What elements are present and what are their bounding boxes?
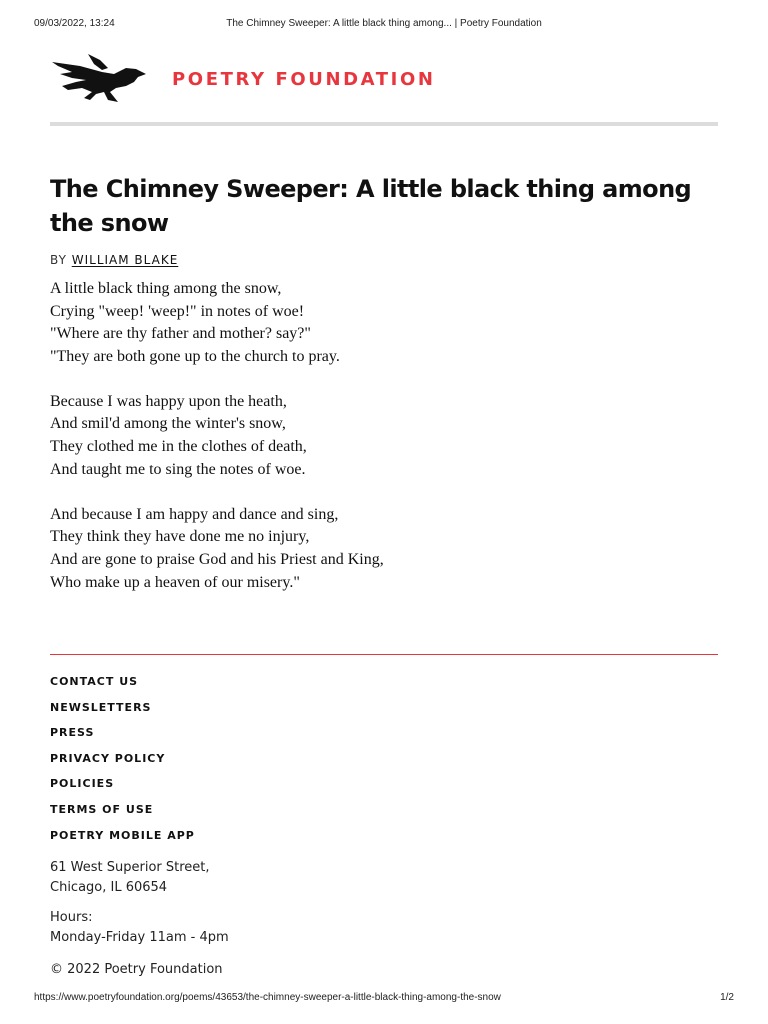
footer-link-privacy-policy[interactable]: PRIVACY POLICY bbox=[50, 751, 166, 765]
address-line: 61 West Superior Street, bbox=[50, 860, 210, 875]
footer-divider bbox=[50, 654, 718, 655]
print-header bbox=[34, 18, 734, 32]
hours-label: Hours: bbox=[50, 910, 93, 925]
stanza bbox=[50, 391, 710, 481]
footer-link-policies[interactable]: POLICIES bbox=[50, 777, 115, 791]
print-datetime: 09/03/2022, 13:24 bbox=[34, 18, 115, 29]
header-divider bbox=[50, 122, 718, 126]
poem-line: And are gone to praise God and his Priest and King, bbox=[50, 550, 384, 568]
print-doc-title: The Chimney Sweeper: A little black thing among... | Poetry Foundation bbox=[226, 18, 542, 29]
by-label: BY bbox=[50, 253, 67, 267]
footer-link-newsletters[interactable]: NEWSLETTERS bbox=[50, 700, 152, 714]
pegasus-icon[interactable] bbox=[50, 52, 148, 108]
poem-line: "Where are thy father and mother? say?" bbox=[50, 325, 311, 343]
poem-line: They think they have done me no injury, bbox=[50, 528, 310, 546]
print-page-number: 1/2 bbox=[720, 992, 734, 1003]
poem-line: They clothed me in the clothes of death, bbox=[50, 438, 307, 456]
hours bbox=[50, 908, 229, 948]
poem-line: "They are both gone up to the church to pray. bbox=[50, 347, 340, 365]
author-link[interactable]: WILLIAM BLAKE bbox=[71, 253, 179, 267]
poem-title: The Chimney Sweeper: A little black thing among the snow bbox=[50, 175, 692, 237]
footer-nav bbox=[50, 672, 195, 851]
poem-line: Crying "weep! 'weep!" in notes of woe! bbox=[50, 302, 305, 320]
poem-line: A little black thing among the snow, bbox=[50, 280, 282, 297]
brand-name[interactable]: POETRY FOUNDATION bbox=[172, 69, 436, 90]
poem-line: Because I was happy upon the heath, bbox=[50, 392, 287, 410]
footer-link-contact-us[interactable]: CONTACT US bbox=[50, 675, 139, 688]
poem-line: And because I am happy and dance and sing, bbox=[50, 505, 339, 523]
poem-line: Who make up a heaven of our misery." bbox=[50, 573, 300, 591]
footer-link-poetry-mobile-app[interactable]: POETRY MOBILE APP bbox=[50, 828, 195, 842]
stanza bbox=[50, 504, 710, 594]
hours-value: Monday-Friday 11am - 4pm bbox=[50, 930, 229, 945]
copyright: © 2022 Poetry Foundation bbox=[50, 962, 223, 977]
poem-body bbox=[50, 278, 710, 617]
print-footer bbox=[34, 992, 734, 1006]
address-line: Chicago, IL 60654 bbox=[50, 880, 168, 895]
poem-line: And smil'd among the winter's snow, bbox=[50, 415, 286, 433]
footer-link-terms-of-use[interactable]: TERMS OF USE bbox=[50, 802, 154, 816]
stanza bbox=[50, 278, 710, 368]
byline bbox=[50, 253, 178, 267]
print-url: https://www.poetryfoundation.org/poems/43653/the-chimney-sweeper-a-little-black-thing-among-the-snow bbox=[34, 992, 501, 1003]
footer-link-press[interactable]: PRESS bbox=[50, 726, 95, 740]
site-header bbox=[50, 48, 718, 110]
poem-line: And taught me to sing the notes of woe. bbox=[50, 460, 306, 478]
address bbox=[50, 858, 210, 898]
